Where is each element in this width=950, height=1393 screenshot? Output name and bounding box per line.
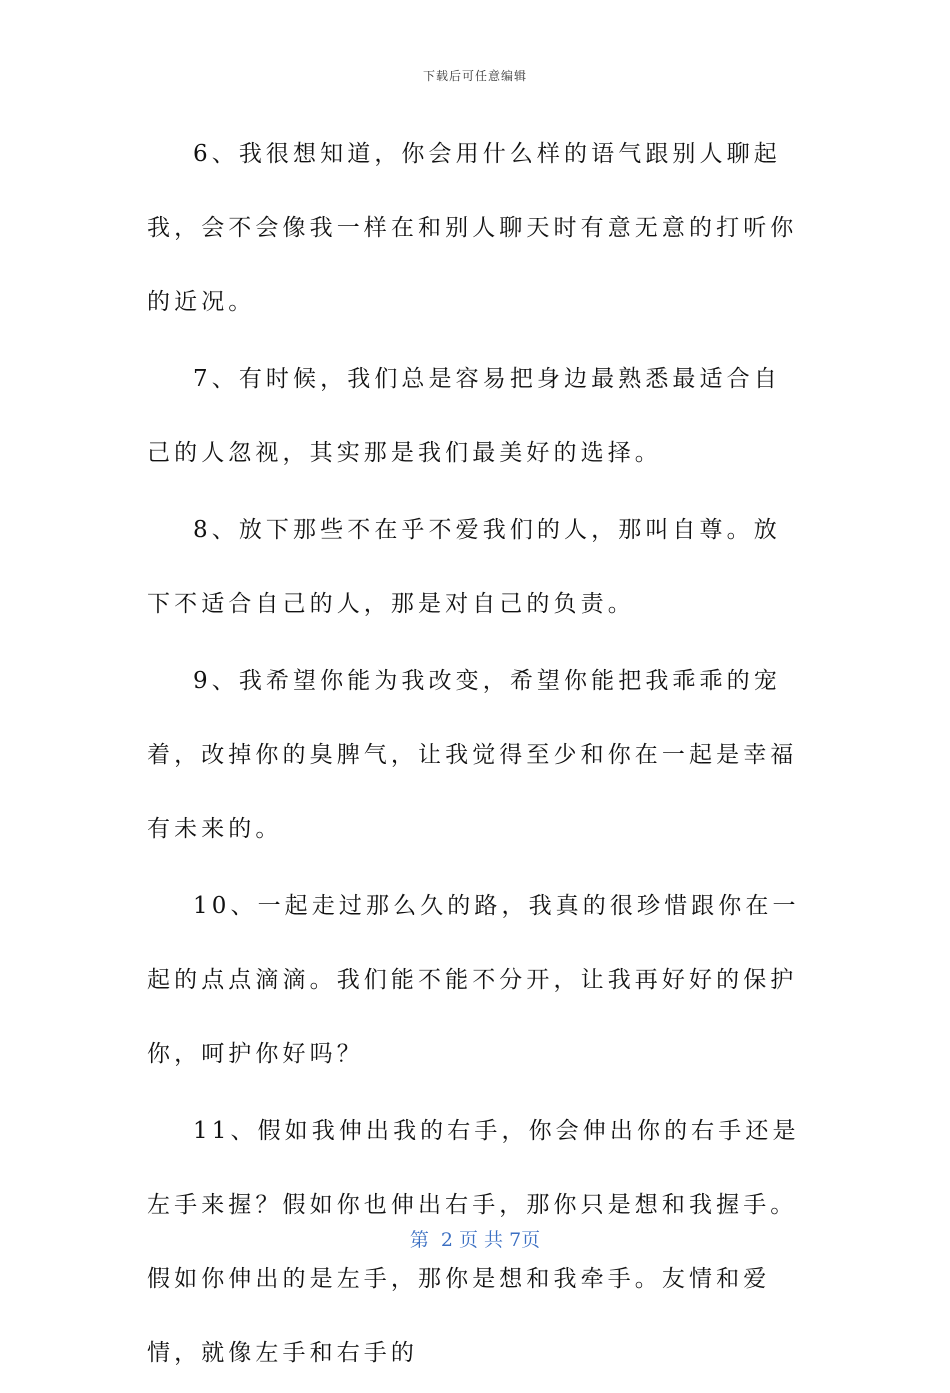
paragraph-11: 11、假如我伸出我的右手，你会伸出你的右手还是左手来握？假如你也伸出右手，那你只是想和我握手。假如你伸出的是左手，那你是想和我牵手。友情和爱情，就像左手和右手的 (147, 1118, 800, 1366)
paragraph-8: 8、放下那些不在乎不爱我们的人，那叫自尊。放下不适合自己的人，那是对自己的负责。 (147, 517, 781, 617)
paragraph-7: 7、有时候，我们总是容易把身边最熟悉最适合自己的人忽视，其实那是我们最美好的选择。 (147, 366, 781, 466)
document-body (147, 117, 807, 1393)
paragraph-9: 9、我希望你能为我改变，希望你能把我乖乖的宠着，改掉你的臭脾气，让我觉得至少和你在一起是幸福有未来的。 (147, 668, 798, 842)
page-number-footer: 第 2 页 共 7页 (409, 1229, 541, 1251)
paragraph-6: 6、我很想知道，你会用什么样的语气跟别人聊起我，会不会像我一样在和别人聊天时有意无意的打听你的近况。 (147, 141, 798, 315)
paragraph-10: 10、一起走过那么久的路，我真的很珍惜跟你在一起的点点滴滴。我们能不能不分开，让我再好好的保护你，呵护你好吗？ (147, 893, 800, 1067)
page-header-note: 下载后可任意编辑 (422, 69, 527, 83)
